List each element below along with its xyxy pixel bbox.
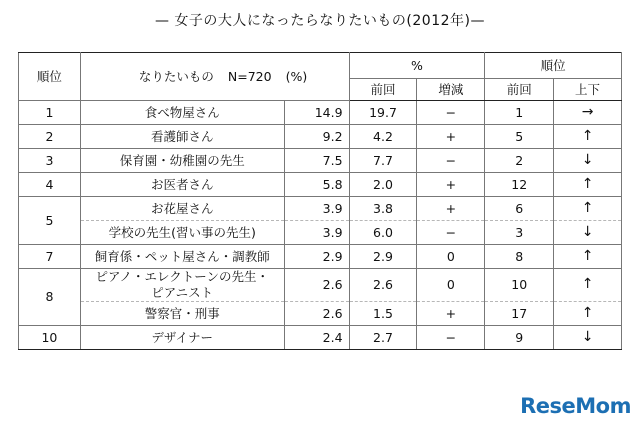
item-cell xyxy=(80,269,284,302)
prev-rank-cell: 8 xyxy=(485,245,554,269)
prev-pct-cell: 2.6 xyxy=(349,269,417,302)
change-cell: + xyxy=(417,173,485,197)
prev-pct-cell: 2.7 xyxy=(349,326,417,350)
page-title: — 女子の大人になったらなりたいもの(2012年)— xyxy=(154,13,485,29)
updown-cell: ↓ xyxy=(554,221,622,245)
change-cell: − xyxy=(417,101,485,125)
prev-rank-cell: 9 xyxy=(485,326,554,350)
item-line-1: ピアノ・エレクトーンの先生・ xyxy=(95,269,269,285)
pct-cell: 7.5 xyxy=(284,149,349,173)
pct-cell: 14.9 xyxy=(284,101,349,125)
updown-cell: ↑ xyxy=(554,302,622,326)
pct-cell: 9.2 xyxy=(284,125,349,149)
ranking-table xyxy=(18,52,622,350)
item-cell: お医者さん xyxy=(80,173,284,197)
change-cell: − xyxy=(417,149,485,173)
updown-cell: ↓ xyxy=(554,149,622,173)
change-cell: 0 xyxy=(417,269,485,302)
updown-cell: ↑ xyxy=(554,269,622,302)
change-cell: 0 xyxy=(417,245,485,269)
rank-cell: 3 xyxy=(19,149,81,173)
item-cell: お花屋さん xyxy=(80,197,284,221)
updown-cell: ↑ xyxy=(554,173,622,197)
item-cell: 看護師さん xyxy=(80,125,284,149)
prev-pct-cell: 3.8 xyxy=(349,197,417,221)
prev-pct-cell: 7.7 xyxy=(349,149,417,173)
prev-rank-cell: 12 xyxy=(485,173,554,197)
header-change: 増減 xyxy=(417,79,485,101)
rank-cell: 10 xyxy=(19,326,81,350)
prev-rank-cell: 3 xyxy=(485,221,554,245)
prev-rank-cell: 10 xyxy=(485,269,554,302)
rank-cell: 5 xyxy=(19,197,81,245)
header-prev-rank: 前回 xyxy=(485,79,554,101)
pct-cell: 2.9 xyxy=(284,245,349,269)
change-cell: − xyxy=(417,326,485,350)
table-row xyxy=(19,302,622,326)
resemom-watermark-logo: ReseMom xyxy=(517,394,634,418)
table-row xyxy=(19,125,622,149)
item-cell: 食べ物屋さん xyxy=(80,101,284,125)
prev-rank-cell: 5 xyxy=(485,125,554,149)
rank-cell: 1 xyxy=(19,101,81,125)
item-cell: 飼育係・ペット屋さん・調教師 xyxy=(80,245,284,269)
prev-pct-cell: 2.9 xyxy=(349,245,417,269)
rank-cell: 4 xyxy=(19,173,81,197)
table-row xyxy=(19,101,622,125)
item-cell: デザイナー xyxy=(80,326,284,350)
updown-cell: ↑ xyxy=(554,245,622,269)
header-pct-group: % xyxy=(349,53,485,79)
header-rank-group: 順位 xyxy=(485,53,622,79)
table-row xyxy=(19,269,622,302)
pct-cell: 2.6 xyxy=(284,302,349,326)
table-row xyxy=(19,221,622,245)
rank-cell: 8 xyxy=(19,269,81,326)
prev-rank-cell: 6 xyxy=(485,197,554,221)
updown-cell: → xyxy=(554,101,622,125)
table-row xyxy=(19,149,622,173)
rank-cell: 2 xyxy=(19,125,81,149)
updown-cell: ↑ xyxy=(554,197,622,221)
change-cell: − xyxy=(417,221,485,245)
header-row-1 xyxy=(19,53,622,79)
item-cell: 警察官・刑事 xyxy=(80,302,284,326)
table-row xyxy=(19,245,622,269)
pct-cell: 2.6 xyxy=(284,269,349,302)
header-item xyxy=(80,53,349,101)
item-cell: 保育園・幼稚園の先生 xyxy=(80,149,284,173)
header-unit: (%) xyxy=(285,68,308,84)
pct-cell: 2.4 xyxy=(284,326,349,350)
updown-cell: ↓ xyxy=(554,326,622,350)
header-updown: 上下 xyxy=(554,79,622,101)
header-prev: 前回 xyxy=(349,79,417,101)
change-cell: + xyxy=(417,302,485,326)
change-cell: + xyxy=(417,125,485,149)
header-n: N=720 xyxy=(227,68,272,84)
item-line-2: ピアニスト xyxy=(151,285,214,300)
prev-pct-cell: 2.0 xyxy=(349,173,417,197)
change-cell: + xyxy=(417,197,485,221)
table-row xyxy=(19,197,622,221)
updown-cell: ↑ xyxy=(554,125,622,149)
header-rank: 順位 xyxy=(19,53,81,101)
prev-pct-cell: 6.0 xyxy=(349,221,417,245)
header-item-label: なりたいもの xyxy=(138,68,214,84)
pct-cell: 3.9 xyxy=(284,197,349,221)
pct-cell: 5.8 xyxy=(284,173,349,197)
pct-cell: 3.9 xyxy=(284,221,349,245)
table-row xyxy=(19,326,622,350)
prev-rank-cell: 2 xyxy=(485,149,554,173)
rank-cell: 7 xyxy=(19,245,81,269)
table-row xyxy=(19,173,622,197)
prev-pct-cell: 1.5 xyxy=(349,302,417,326)
item-cell: 学校の先生(習い事の先生) xyxy=(80,221,284,245)
prev-rank-cell: 1 xyxy=(485,101,554,125)
prev-rank-cell: 17 xyxy=(485,302,554,326)
prev-pct-cell: 4.2 xyxy=(349,125,417,149)
prev-pct-cell: 19.7 xyxy=(349,101,417,125)
